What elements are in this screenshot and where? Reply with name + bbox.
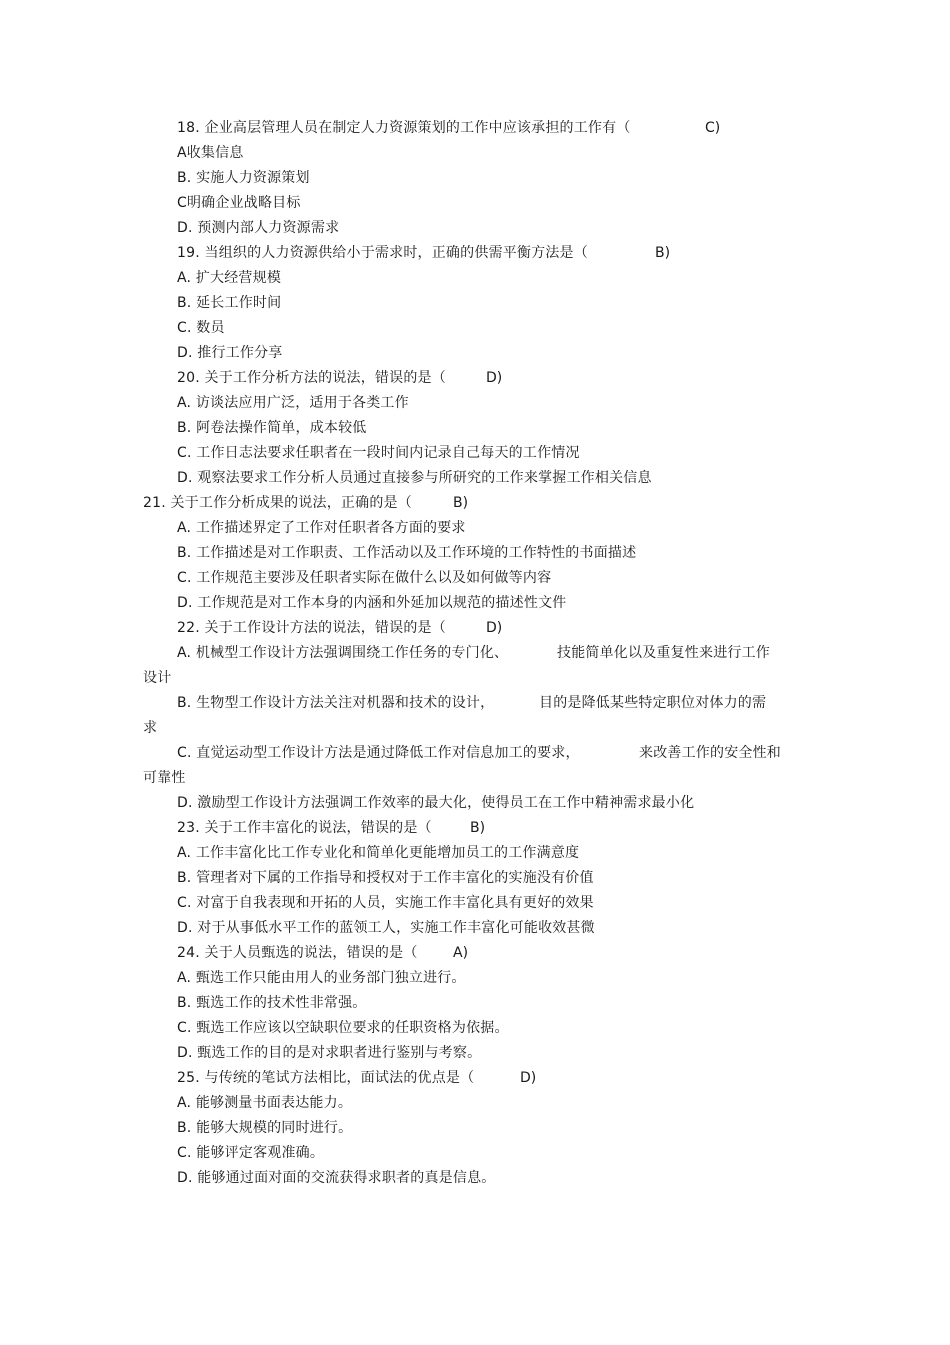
question-21-option-a: A. 工作描述界定了工作对任职者各方面的要求: [177, 520, 466, 536]
question-23-option-c: C. 对富于自我表现和开拓的人员，实施工作丰富化具有更好的效果: [177, 895, 594, 911]
question-24-option-d: D. 甄选工作的目的是对求职者进行鉴别与考察。: [177, 1045, 482, 1061]
question-23-option-b: B. 管理者对下属的工作指导和授权对于工作丰富化的实施没有价值: [177, 870, 594, 886]
question-20-option-a: A. 访谈法应用广泛，适用于各类工作: [177, 395, 409, 411]
question-22-option-c-line1-tail: 来改善工作的安全性和: [639, 745, 781, 761]
question-23-stem: 23. 关于工作丰富化的说法，错误的是（: [177, 820, 432, 836]
question-22-option-c-line2: 可靠性: [143, 770, 186, 786]
question-25-option-d: D. 能够通过面对面的交流获得求职者的真是信息。: [177, 1170, 496, 1186]
question-19-option-c: C. 数员: [177, 320, 225, 336]
question-23-option-d: D. 对于从事低水平工作的蓝领工人，实施工作丰富化可能收效甚微: [177, 920, 595, 936]
question-24-option-a: A. 甄选工作只能由用人的业务部门独立进行。: [177, 970, 466, 986]
question-22-option-a-line1-tail: 技能简单化以及重复性来进行工作: [557, 645, 770, 661]
question-22-stem: 22. 关于工作设计方法的说法，错误的是（: [177, 620, 446, 636]
question-21-option-d: D. 工作规范是对工作本身的内涵和外延加以规范的描述性文件: [177, 595, 567, 611]
question-22-option-b-line2: 求: [143, 720, 158, 736]
question-25-option-c: C. 能够评定客观准确。: [177, 1145, 325, 1161]
question-19-stem: 19. 当组织的人力资源供给小于需求时，正确的供需平衡方法是（: [177, 245, 588, 261]
question-22-option-b-line1-tail: 目的是降低某些特定职位对体力的需: [539, 695, 767, 711]
question-24-answer: A): [453, 945, 469, 961]
question-18-stem: 18. 企业高层管理人员在制定人力资源策划的工作中应该承担的工作有（: [177, 120, 631, 136]
question-22-option-a-line1: A. 机械型工作设计方法强调围绕工作任务的专门化、: [177, 645, 509, 661]
question-25-option-b: B. 能够大规模的同时进行。: [177, 1120, 353, 1136]
question-18-option-d: D. 预测内部人力资源需求: [177, 220, 340, 236]
question-21-stem: 21. 关于工作分析成果的说法，正确的是（: [143, 495, 412, 511]
question-22-answer: D): [486, 620, 503, 636]
question-22-option-c-line1: C. 直觉运动型工作设计方法是通过降低工作对信息加工的要求，: [177, 745, 580, 761]
question-21-answer: B): [453, 495, 469, 511]
question-20-stem: 20. 关于工作分析方法的说法，错误的是（: [177, 370, 446, 386]
question-18-option-a: A收集信息: [177, 145, 244, 161]
question-24-stem: 24. 关于人员甄选的说法，错误的是（: [177, 945, 418, 961]
question-20-option-d: D. 观察法要求工作分析人员通过直接参与所研究的工作来掌握工作相关信息: [177, 470, 652, 486]
question-23-option-a: A. 工作丰富化比工作专业化和简单化更能增加员工的工作满意度: [177, 845, 580, 861]
question-21-option-b: B. 工作描述是对工作职责、工作活动以及工作环境的工作特性的书面描述: [177, 545, 637, 561]
question-25-option-a: A. 能够测量书面表达能力。: [177, 1095, 353, 1111]
question-19-option-d: D. 推行工作分享: [177, 345, 283, 361]
question-19-option-b: B. 延长工作时间: [177, 295, 282, 311]
question-24-option-b: B. 甄选工作的技术性非常强。: [177, 995, 367, 1011]
question-18-option-c: C明确企业战略目标: [177, 195, 301, 211]
question-25-stem: 25. 与传统的笔试方法相比，面试法的优点是（: [177, 1070, 475, 1086]
question-18-option-b: B. 实施人力资源策划: [177, 170, 310, 186]
question-25-answer: D): [520, 1070, 537, 1086]
question-20-answer: D): [486, 370, 503, 386]
question-23-answer: B): [470, 820, 486, 836]
question-19-option-a: A. 扩大经营规模: [177, 270, 282, 286]
question-18-answer: C): [705, 120, 721, 136]
question-22-option-d: D. 激励型工作设计方法强调工作效率的最大化，使得员工在工作中精神需求最小化: [177, 795, 695, 811]
question-22-option-a-line2: 设计: [143, 670, 172, 686]
question-20-option-c: C. 工作日志法要求任职者在一段时间内记录自己每天的工作情况: [177, 445, 580, 461]
question-20-option-b: B. 阿卷法操作简单，成本较低: [177, 420, 367, 436]
question-24-option-c: C. 甄选工作应该以空缺职位要求的任职资格为依据。: [177, 1020, 509, 1036]
question-21-option-c: C. 工作规范主要涉及任职者实际在做什么以及如何做等内容: [177, 570, 552, 586]
question-22-option-b-line1: B. 生物型工作设计方法关注对机器和技术的设计，: [177, 695, 495, 711]
question-19-answer: B): [655, 245, 671, 261]
